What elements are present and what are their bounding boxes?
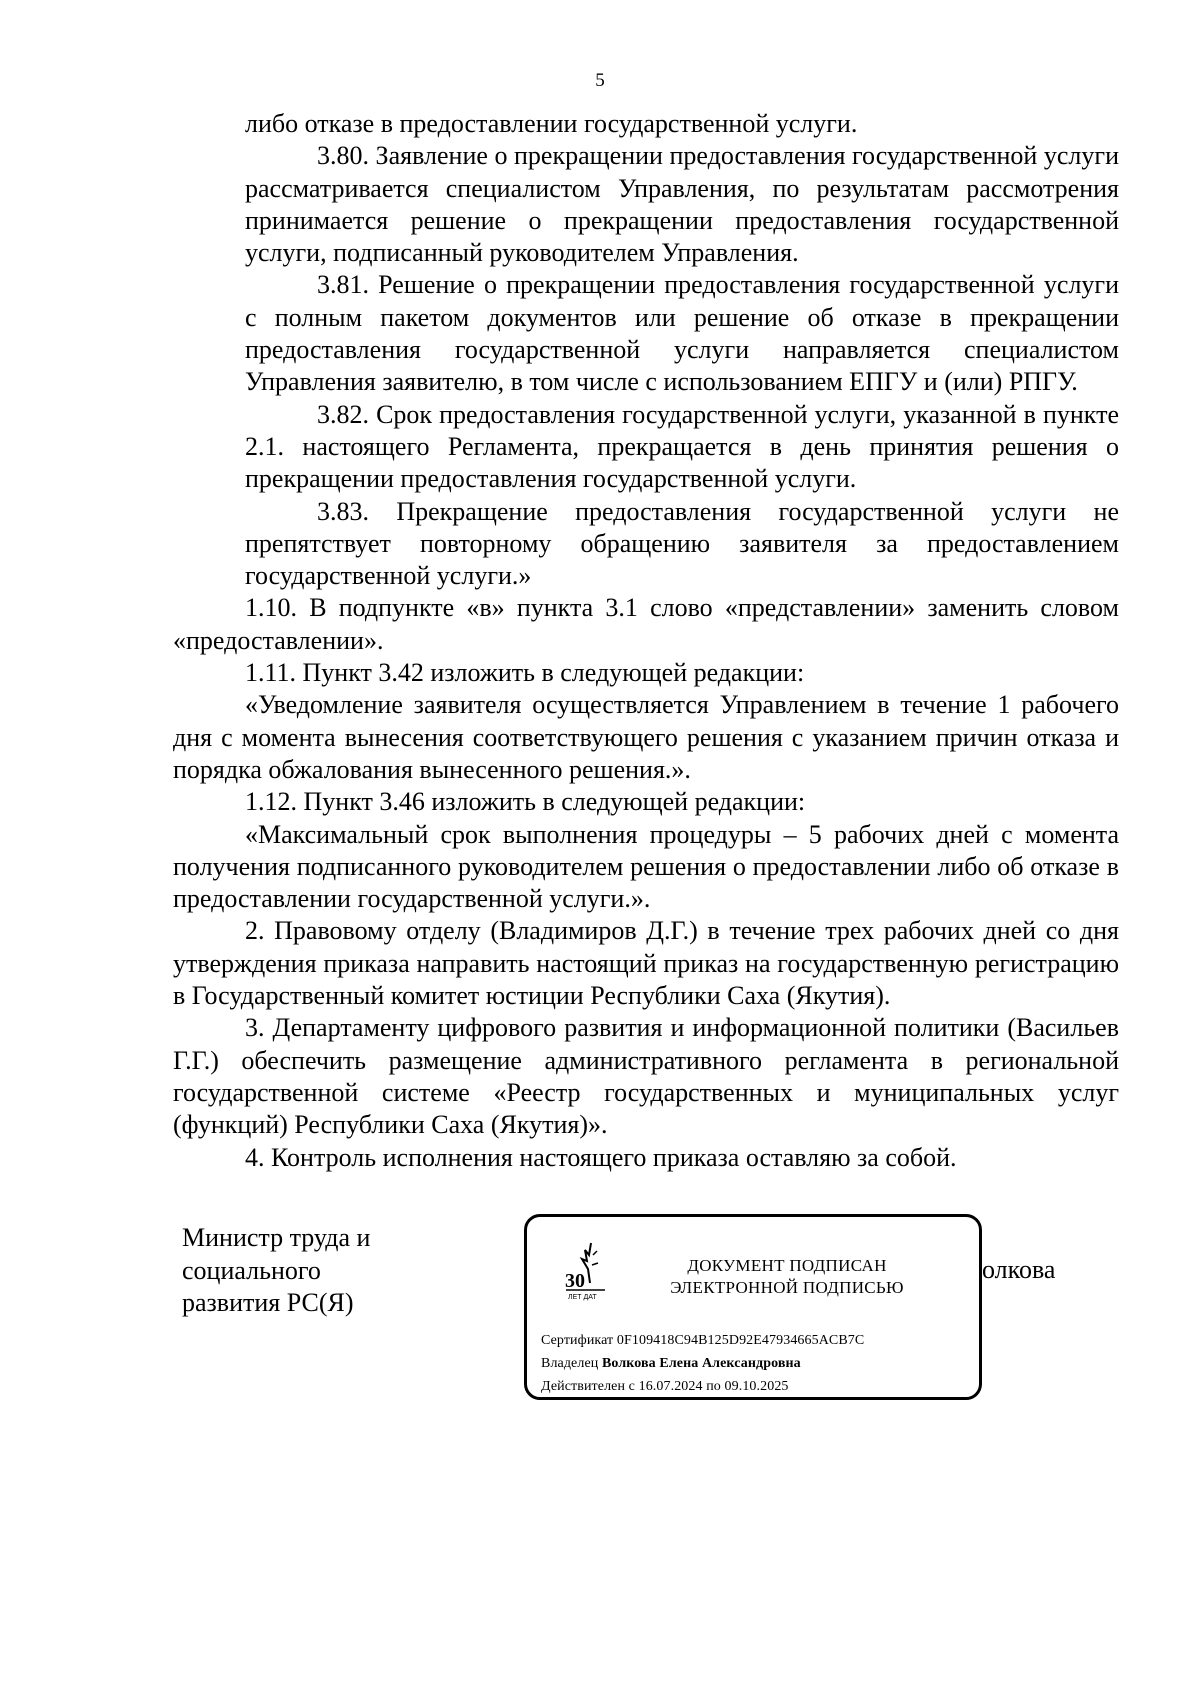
paragraph-1-12: 1.12. Пункт 3.46 изложить в следующей редакции:: [245, 787, 806, 817]
stamp-details: [541, 1329, 864, 1398]
paragraph-3-81: 3.81. Решение о прекращении предоставления государственной услуги с полным пакетом документов или решение об отказе в прекращении предоставления государственной услуги направляется специалистом Управления заявителю, в том числе с использованием ЕПГУ и (или) РПГУ.: [245, 270, 1119, 397]
certificate-value: 0F109418C94B125D92E47934665ACB7C: [616, 1333, 865, 1348]
paragraph-item-4: 4. Контроль исполнения настоящего приказа оставляю за собой.: [245, 1142, 957, 1172]
paragraph-quote-3-42: «Уведомление заявителя осуществляется Управлением в течение 1 рабочего дня с момента вынесения соответствующего решения с указанием причин отказа и порядка обжалования вынесенного решения.».: [173, 690, 1119, 784]
signer-name: олкова: [982, 1255, 1056, 1284]
document-body: [173, 108, 1119, 1174]
valid-from: 16.07.2024: [638, 1379, 703, 1394]
paragraph-3-83: 3.83. Прекращение предоставления государственной услуги не препятствует повторному обращению заявителя за предоставлением государственной услуги.»: [245, 496, 1119, 591]
owner-value: Волкова Елена Александровна: [601, 1356, 801, 1371]
anniversary-emblem-icon: [565, 1241, 609, 1303]
page-number: 5: [595, 70, 605, 91]
stamp-heading-line-2: ЭЛЕКТРОННОЙ ПОДПИСЬЮ: [670, 1278, 904, 1297]
valid-label: Действителен с: [541, 1379, 635, 1394]
signer-title: [182, 1222, 432, 1320]
certificate-label: Сертификат: [541, 1333, 614, 1348]
paragraph-1-10: 1.10. В подпункте «в» пункта 3.1 слово «представлении» заменить словом «предоставлении».: [173, 593, 1119, 655]
owner-label: Владелец: [541, 1356, 599, 1371]
signer-title-line: Министр труда и: [182, 1223, 371, 1252]
paragraph-3-80: 3.80. Заявление о прекращении предоставления государственной услуги рассматривается специалистом Управления, по результатам рассмотрения принимается решение о прекращении предоставления государственной услуги, подписанный руководителем Управления.: [245, 141, 1119, 268]
paragraph-item-2: 2. Правовому отделу (Владимиров Д.Г.) в течение трех рабочих дней со дня утверждения приказа направить настоящий приказ на государственную регистрацию в Государственный комитет юстиции Республики Саха (Якутия).: [173, 916, 1119, 1011]
owner-line: [541, 1352, 864, 1375]
signer-title-line: социального: [182, 1255, 321, 1285]
stamp-heading-line-1: ДОКУМЕНТ ПОДПИСАН: [687, 1256, 887, 1275]
electronic-signature-stamp: [524, 1214, 982, 1400]
paragraph-quote-3-46: «Максимальный срок выполнения процедуры – 5 рабочих дней с момента получения подписанного руководителем решения о предоставлении либо об отказе в предоставлении государственной услуги.».: [173, 819, 1119, 914]
certificate-line: [541, 1329, 864, 1352]
paragraph-3-82: 3.82. Срок предоставления государственной услуги, указанной в пункте 2.1. настоящего Регламента, прекращается в день принятия решения о прекращении предоставления государственной услуги.: [245, 399, 1119, 494]
emblem-caption: ЛЕТ ДАТ: [568, 1294, 597, 1301]
valid-to-label: по: [706, 1379, 721, 1394]
stamp-heading: [637, 1255, 937, 1299]
validity-line: [541, 1375, 864, 1398]
paragraph-continuation: либо отказе в предоставлении государственной услуги.: [245, 109, 858, 138]
signer-title-line: развития РС(Я): [182, 1288, 354, 1317]
paragraph-item-3: 3. Департаменту цифрового развития и информационной политики (Васильев Г.Г.) обеспечить размещение административного регламента в региональной государственной системе «Реестр государственных и муниципальных услуг (функций) Республики Саха (Якутия)».: [173, 1013, 1119, 1140]
emblem-number: 30: [565, 1270, 585, 1292]
paragraph-1-11: 1.11. Пункт 3.42 изложить в следующей редакции:: [245, 658, 805, 688]
signature-block: [182, 1222, 1112, 1452]
valid-to: 09.10.2025: [724, 1379, 789, 1394]
